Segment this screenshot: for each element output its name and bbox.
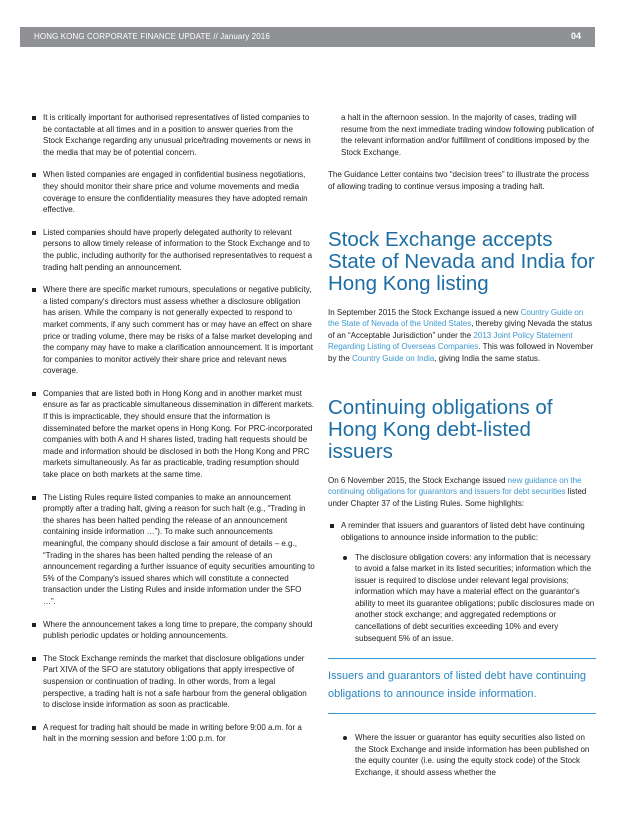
link-joint-policy-statement[interactable]: 2013 Joint Policy Statement Regarding Listing of Overseas Companies bbox=[328, 330, 573, 352]
left-column bbox=[30, 112, 315, 756]
sub-list-item: Where the issuer or guarantor has equity securities also listed on the Stock Exchange and inside information has been published on the equity counter (i.e. using the equity stock code) of the Stock Exchange, it should assess whether the bbox=[341, 732, 596, 778]
header-title: HONG KONG CORPORATE FINANCE UPDATE // January 2016 bbox=[34, 32, 270, 41]
list-item: Companies that are listed both in Hong Kong and in another market must ensure as far as practicable simultaneous dissemination in different markets. If this is impracticable, they should ensure that the information is disseminated before the market opens in Hong Kong. For PRC-incorporated companies with both A and H shares listed, trading halt requests should be made and information should be disclosed in both the Hong Kong and PRC markets simultaneously. As far as practicable, trading resumption should take place on both markets at the same time. bbox=[30, 388, 315, 481]
link-new-guidance[interactable]: new guidance on the continuing obligations for guarantors and issuers for debt securities bbox=[328, 475, 582, 497]
list-item: The Stock Exchange reminds the market that disclosure obligations under Part XIVA of the SFO are statutory obligations that apply irrespective of suspension or continuation of trading. In other words, from a legal perspective, a trading halt is not a safe harbour from the general obligation to disclose inside information as soon as practicable. bbox=[30, 653, 315, 711]
list-item: The Listing Rules require listed companies to make an announcement promptly after a trading halt, giving a reason for such halt (e.g., “Trading in the shares has been halted pending the release of an announcement containing inside information …”). To make such announcements meaningful, the company should disclose a fair amount of details – e.g., “Trading in the shares has been halted pending the release of an announcement regarding a further issuance of equity securities amounting to 5% of the Company's issued shares which will constitute a connected transaction under the Listing Rules and inside information under the SFO …”. bbox=[30, 492, 315, 608]
list-item: Where there are specific market rumours, speculations or negative publicity, a listed company's directors must assess whether a disclosure obligation has arisen. While the company is not generally expected to respond to market comments, if any such comment has or may have an effect on share price or trading volume, there may be risks of a false market developing and the company may have to make a clarification announcement. It is important for companies to monitor actively their share price and relevant news coverage. bbox=[30, 284, 315, 377]
continued-bullet-text: a halt in the afternoon session. In the majority of cases, trading will resume from the next immediate trading window following publication of the relevant information and/or fulfillment of conditions imposed by the Stock Exchange. bbox=[341, 113, 595, 157]
nevada-india-paragraph: In September 2015 the Stock Exchange issued a new Country Guide on the State of Nevada of the United States, thereby giving Nevada the status of an “Acceptable Jurisdiction” under the 2013 Joint Policy Statement Regarding Listing of Overseas Companies. This was followed in November by the Country Guide on India, giving India the same status. bbox=[328, 307, 594, 363]
left-bullet-list bbox=[30, 112, 315, 745]
page-number: 04 bbox=[570, 31, 581, 41]
debt-issuers-paragraph: On 6 November 2015, the Stock Exchange issued new guidance on the continuing obligations for guarantors and issuers for debt securities listed under Chapter 37 of the Listing Rules. Some highlights: bbox=[328, 475, 587, 508]
sub-list-item: The disclosure obligation covers: any information that is necessary to avoid a false market in its listed securities; information which the issuer is required to disclose under relevant legal provisions; information which may have a material effect on the guarantor's ability to meet its guarantee obligations; public disclosures made on another stock exchange; and aggregated redemptions or cancellations of debt securities exceeding 10% and every subsequent 5% of an issue. bbox=[341, 552, 596, 645]
section-heading-nevada-india: Stock Exchange accepts State of Nevada and India for Hong Kong listing bbox=[328, 227, 595, 295]
right-column bbox=[328, 112, 596, 779]
sub-bullet-list-cont bbox=[341, 732, 596, 778]
guidance-paragraph: The Guidance Letter contains two “decision trees” to illustrate the process of allowing trading to continue versus imposing a trading halt. bbox=[328, 170, 590, 191]
sub-bullet-list bbox=[341, 552, 596, 645]
link-nevada-country-guide[interactable]: Country Guide on the State of Nevada of the United States bbox=[328, 307, 584, 329]
pull-quote: Issuers and guarantors of listed debt have continuing obligations to announce inside information. bbox=[328, 658, 596, 714]
list-item: Where the announcement takes a long time to prepare, the company should publish periodic updates or holding announcements. bbox=[30, 619, 315, 642]
link-india-country-guide[interactable]: Country Guide on India bbox=[352, 353, 435, 363]
list-item: A request for trading halt should be made in writing before 9:00 a.m. for a halt in the morning session and before 1:00 p.m. for bbox=[30, 722, 315, 745]
list-item: When listed companies are engaged in confidential business negotiations, they should monitor their share price and volume movements and media coverage to ensure the confidentiality measures they have adopted remain effective. bbox=[30, 169, 315, 215]
list-item: It is critically important for authorised representatives of listed companies to be contactable at all times and in a position to answer queries from the Stock Exchange regarding any unusual price/trading movements or news in the media that may be of potential concern. bbox=[30, 112, 315, 158]
section-heading-debt-issuers: Continuing obligations of Hong Kong debt-listed issuers bbox=[328, 395, 553, 463]
debt-bullet-list bbox=[328, 520, 596, 644]
page-header bbox=[20, 27, 595, 47]
list-item: A reminder that issuers and guarantors of listed debt have continuing obligations to announce inside information to the public: The disclosure obligation covers: any information that is necessary to avoid a false market in its listed securities; information which the issuer is required to disclose under relevant legal provisions; information which may have a material effect on the guarantor's ability to meet its guarantee obligations; public disclosures made on another stock exchange; and aggregated redemptions or cancellations of debt securities exceeding 10% and every subsequent 5% of an issue. bbox=[328, 520, 596, 644]
list-item: Listed companies should have properly delegated authority to relevant persons to allow timely release of information to the Stock Exchange and to the public, including authority for the authorised representatives to request a trading halt pending an announcement. bbox=[30, 227, 315, 273]
